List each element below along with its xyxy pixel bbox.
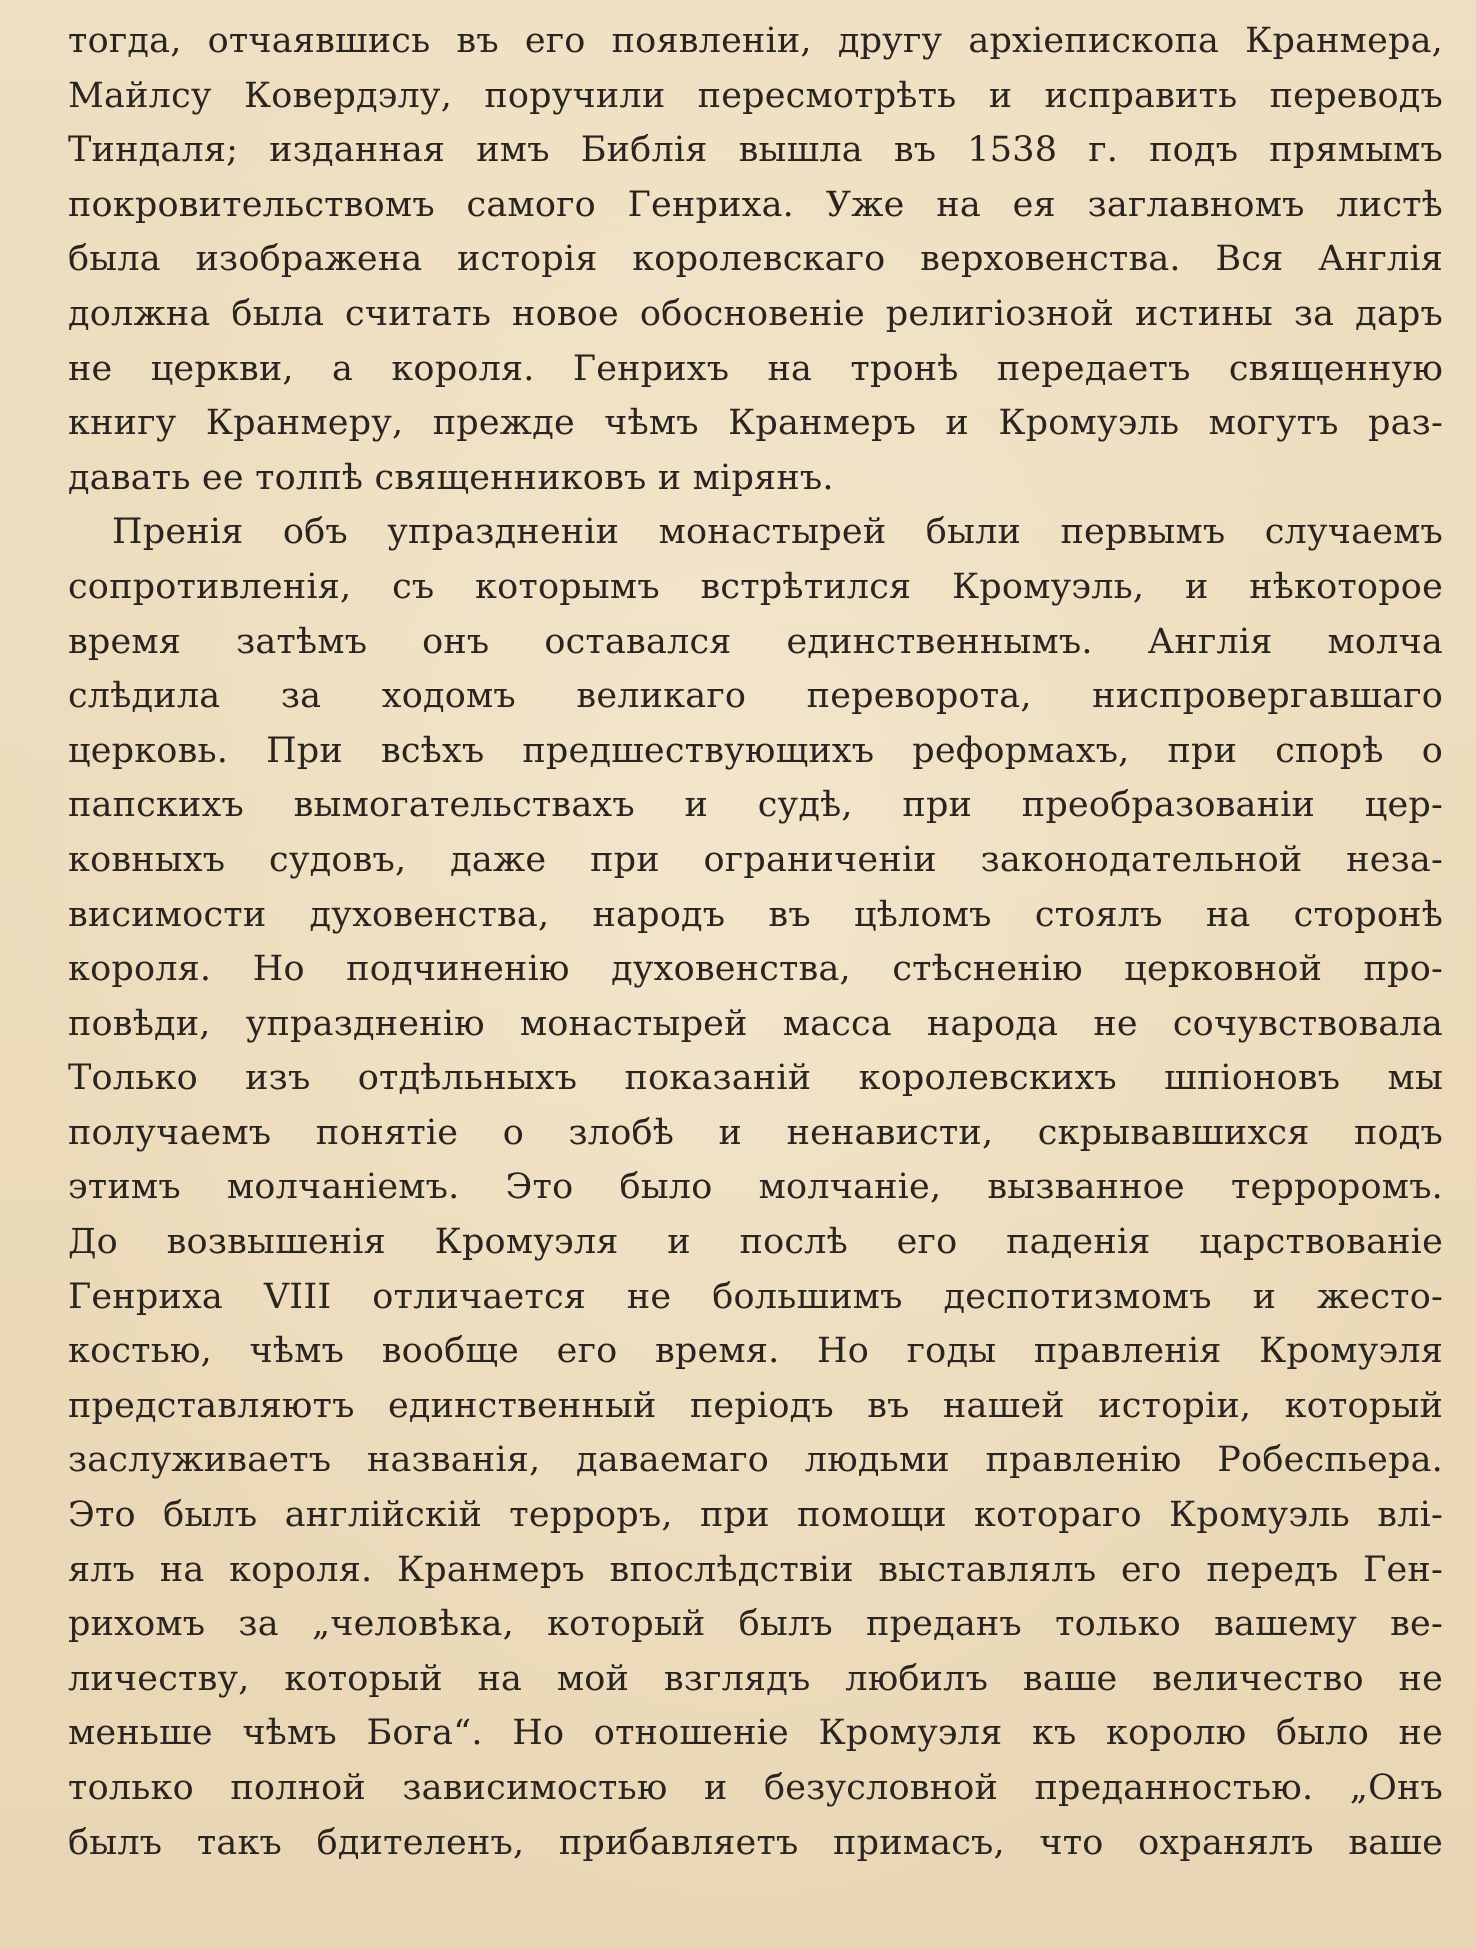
text-line: этимъ молчаніемъ. Это было молчаніе, вызванное терроромъ. bbox=[68, 1167, 1443, 1208]
text-line: былъ такъ бдителенъ, прибавляетъ примасъ, что охранялъ ваше bbox=[68, 1822, 1443, 1863]
text-line: меньше чѣмъ Бога“. Но отношеніе Кромуэля къ королю было не bbox=[68, 1713, 1443, 1754]
text-line: висимости духовенства, народъ въ цѣломъ стоялъ на сторонѣ bbox=[68, 894, 1443, 935]
text-line: тогда, отчаявшись въ его появленіи, другу архіепископа Кранмера, bbox=[68, 21, 1443, 61]
text-line: До возвышенія Кромуэля и послѣ его паденія царствованіе bbox=[68, 1222, 1443, 1263]
text-line: ковныхъ судовъ, даже при ограниченіи законодательной неза- bbox=[68, 839, 1443, 880]
text-line: Тиндаля; изданная имъ Библія вышла въ 1538 г. подъ прямымъ bbox=[68, 130, 1443, 171]
text-line: получаемъ понятіе о злобѣ и ненависти, скрывавшихся подъ bbox=[68, 1112, 1443, 1153]
paragraph-1 bbox=[68, 14, 1443, 505]
text-line: Майлсу Ковердэлу, поручили пересмотрѣть и исправить переводъ bbox=[68, 75, 1443, 116]
text-line: повѣди, упраздненію монастырей масса народа не сочувствовала bbox=[68, 1003, 1443, 1044]
text-line: костью, чѣмъ вообще его время. Но годы правленія Кромуэля bbox=[68, 1331, 1443, 1372]
text-line: покровительствомъ самого Генриха. Уже на ея заглавномъ листѣ bbox=[68, 184, 1443, 225]
text-line: не церкви, а короля. Генрихъ на тронѣ передаетъ священную bbox=[68, 348, 1443, 389]
text-line: ялъ на короля. Кранмеръ впослѣдствіи выставлялъ его передъ Ген- bbox=[68, 1549, 1443, 1590]
text-line: была изображена исторія королевскаго верховенства. Вся Англія bbox=[68, 239, 1443, 280]
text-line: книгу Кранмеру, прежде чѣмъ Кранмеръ и Кромуэль могутъ раз- bbox=[68, 403, 1443, 444]
text-line: давать ее толпѣ священниковъ и мірянъ. bbox=[68, 457, 834, 498]
text-line: Пренія объ упраздненіи монастырей были первымъ случаемъ bbox=[112, 512, 1443, 553]
text-line: личеству, который на мой взглядъ любилъ ваше величество не bbox=[68, 1658, 1443, 1699]
text-line: Это былъ англійскій терроръ, при помощи котораго Кромуэль влі- bbox=[68, 1495, 1443, 1536]
text-line: Генриха VIII отличается не большимъ деспотизмомъ и жесто- bbox=[68, 1276, 1443, 1317]
text-line: рихомъ за „человѣка, который былъ преданъ только вашему ве- bbox=[68, 1604, 1443, 1645]
text-line: время затѣмъ онъ оставался единственнымъ. Англія молча bbox=[68, 621, 1443, 662]
text-line: слѣдила за ходомъ великаго переворота, ниспровергавшаго bbox=[68, 676, 1443, 717]
page-text bbox=[68, 14, 1443, 1870]
text-line: Только изъ отдѣльныхъ показаній королевскихъ шпіоновъ мы bbox=[68, 1058, 1443, 1099]
text-line: папскихъ вымогательствахъ и судѣ, при преобразованіи цер- bbox=[68, 785, 1443, 826]
text-line: только полной зависимостью и безусловной преданностью. „Онъ bbox=[68, 1768, 1443, 1808]
paragraph-2 bbox=[68, 505, 1443, 1870]
text-line: должна была считать новое обосновеніе религіозной истины за даръ bbox=[68, 293, 1443, 334]
text-line: заслуживаетъ названія, даваемаго людьми правленію Робеспьера. bbox=[68, 1440, 1443, 1481]
text-line: представляютъ единственный періодъ въ нашей исторіи, который bbox=[68, 1385, 1443, 1426]
text-line: церковь. При всѣхъ предшествующихъ реформахъ, при спорѣ о bbox=[68, 730, 1443, 771]
text-line: короля. Но подчиненію духовенства, стѣсненію церковной про- bbox=[68, 949, 1443, 990]
text-line: сопротивленія, съ которымъ встрѣтился Кромуэль, и нѣкоторое bbox=[68, 566, 1443, 607]
